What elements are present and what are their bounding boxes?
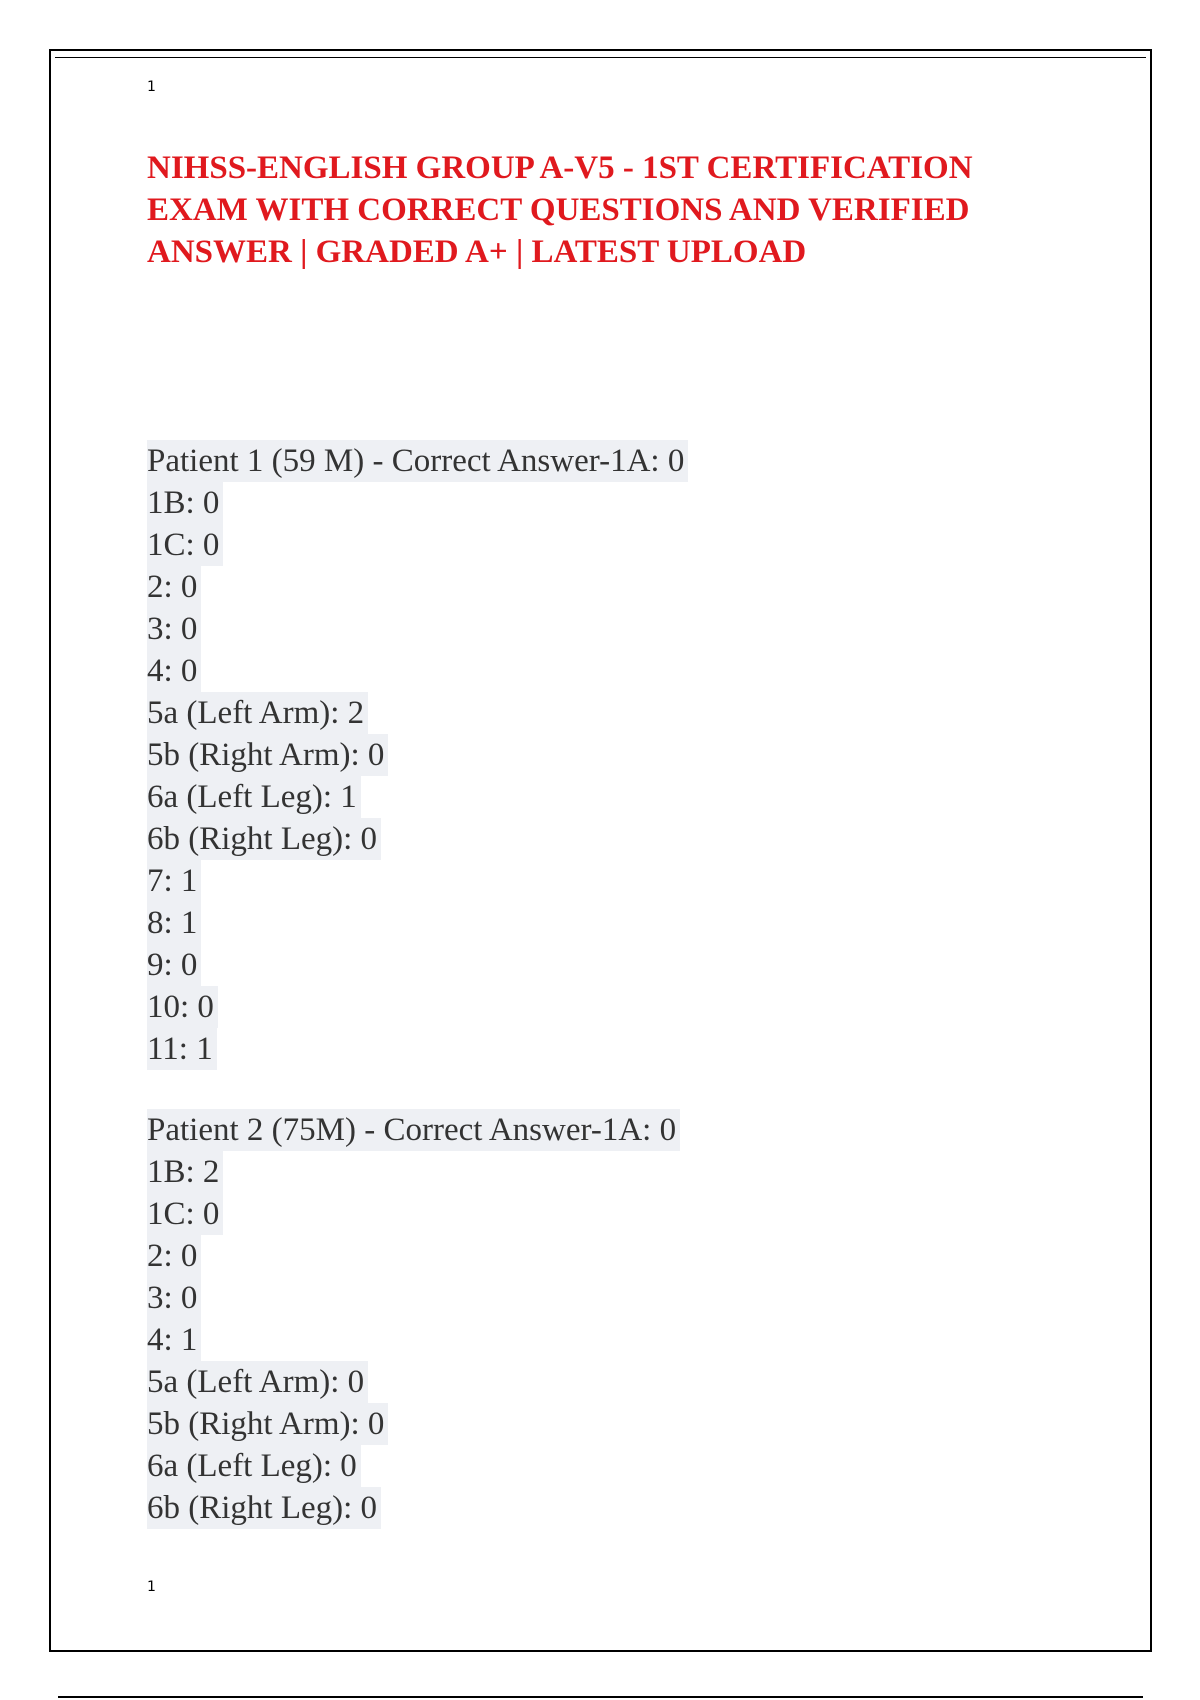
answer-line: 3: 0 xyxy=(147,1277,201,1319)
page-frame xyxy=(49,49,1152,1652)
answer-line: 5a (Left Arm): 2 xyxy=(147,692,368,734)
page-number-top: 1 xyxy=(147,79,156,95)
answer-line: 6a (Left Leg): 0 xyxy=(147,1445,361,1487)
answer-line: 4: 0 xyxy=(147,650,201,692)
answer-line: 5b (Right Arm): 0 xyxy=(147,734,388,776)
answer-line: 6b (Right Leg): 0 xyxy=(147,818,381,860)
next-page-top-rule xyxy=(58,1696,1143,1698)
patient-1-header: Patient 1 (59 M) - Correct Answer-1A: 0 xyxy=(147,440,688,482)
answer-line: 1C: 0 xyxy=(147,524,223,566)
answer-line: 11: 1 xyxy=(147,1028,217,1070)
answer-line: 2: 0 xyxy=(147,1235,201,1277)
answer-line: 10: 0 xyxy=(147,986,218,1028)
answer-line: 1C: 0 xyxy=(147,1193,223,1235)
answer-line: 7: 1 xyxy=(147,860,201,902)
answer-line: 1B: 0 xyxy=(147,482,223,524)
answer-line: 6a (Left Leg): 1 xyxy=(147,776,361,818)
page-number-bottom: 1 xyxy=(147,1579,156,1595)
answer-line: 5a (Left Arm): 0 xyxy=(147,1361,368,1403)
answer-line: 6b (Right Leg): 0 xyxy=(147,1487,381,1529)
answer-line: 5b (Right Arm): 0 xyxy=(147,1403,388,1445)
answer-line: 8: 1 xyxy=(147,902,201,944)
answer-line: 1B: 2 xyxy=(147,1151,223,1193)
document-title: NIHSS-ENGLISH GROUP A-V5 - 1ST CERTIFICATION EXAM WITH CORRECT QUESTIONS AND VERIFIED ANSWER | GRADED A+ | LATEST UPLOAD xyxy=(147,150,973,270)
answer-line: 9: 0 xyxy=(147,944,201,986)
answer-line: 2: 0 xyxy=(147,566,201,608)
answer-line: 3: 0 xyxy=(147,608,201,650)
answer-line: 4: 1 xyxy=(147,1319,201,1361)
patient-2-answers xyxy=(147,1109,947,1529)
frame-top-rule xyxy=(55,57,1146,58)
patient-1-answers xyxy=(147,440,947,1070)
patient-2-header: Patient 2 (75M) - Correct Answer-1A: 0 xyxy=(147,1109,680,1151)
